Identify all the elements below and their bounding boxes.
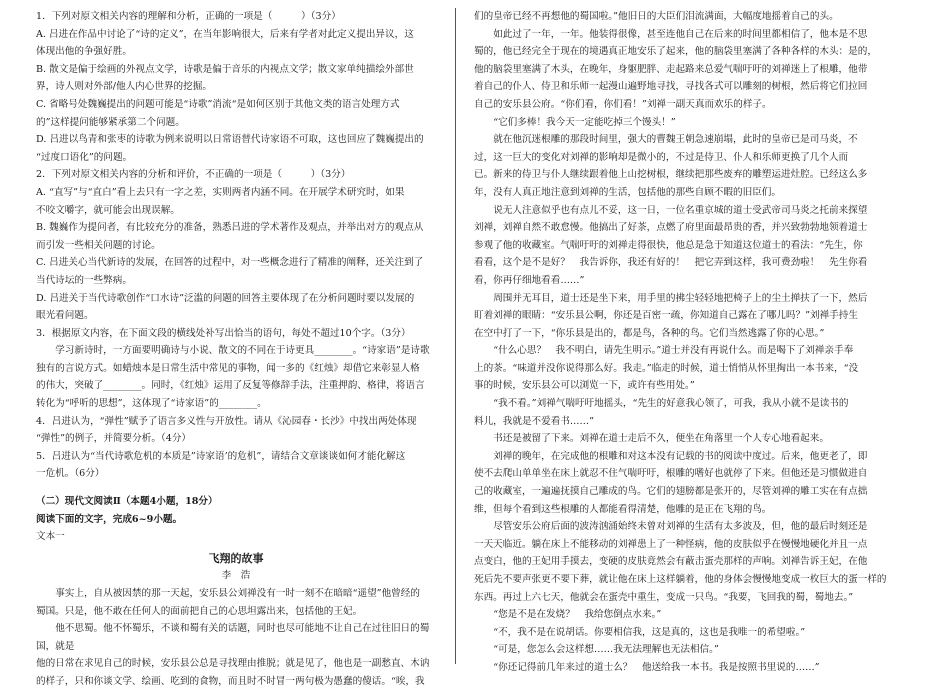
column-divider <box>455 8 456 664</box>
story-line: “不，我不是在说胡话。你要相信我，这是真的，这也是我唯一的希望啦。” <box>493 626 806 638</box>
q1-option-d: D. 吕进以鸟青和张枣的诗歌为例来说明以日常语替代诗家语不可取，这也回应了魏巍提出的 <box>36 134 424 146</box>
q2-option-d-cont: 眼光看问题。 <box>36 310 94 322</box>
story-line: 刘禅，刘禅自然不敢怠慢。他搞出了好茶，点燃了府里面最昂贵的香，并兴致勃勃地领着道士 <box>474 222 868 234</box>
story-line: 一天天临近。躺在床上不能移动的刘禅患上了一种怪病，他的皮肤似乎在慢慢地硬化并且一点 <box>474 538 868 550</box>
q3-text: 的伟大，突破了 <box>36 380 104 392</box>
q3-text: 。同时，《红烛》运用了反复等修辞手法，注重押韵、格律，将语言 <box>141 380 425 392</box>
story-line: 着自己的仆人、侍卫和乐师一起漫山遍野地寻找，寻找各式可以雕刻的树根，然后将它们拉回 <box>474 81 868 93</box>
story-line: 料儿，我就是不爱看书……” <box>474 415 595 427</box>
story-line: 已。新来的侍卫与仆人继续跟着他上山挖树根，继续把那些废弃的雕塑运进灶腔。已经这么多 <box>474 169 868 181</box>
story-line: “您是不是在发烧？ 我给您倒点水来。” <box>493 609 662 621</box>
story-line: 参观了他的收藏室。气喘吁吁的刘禅走得很快，他总是急于知道这位道士的看法：“先生，你 <box>474 239 863 251</box>
q3-text: 转化为“呼听的思想”，这体现了“诗家语”的 <box>36 398 219 410</box>
q3-stem: 3．根据原文内容，在下面文段的横线处补写出恰当的语句，每处不超过10个字。（3分） <box>36 327 411 339</box>
body-line: 他不思蜀。他不怀蜀乐，不谈和蜀有关的话题，同时也尽可能地不让自己在过往旧日的蜀国，就是 <box>36 623 430 652</box>
right-column <box>474 8 912 677</box>
story-line: 蜀的，他已经完全于现在的境遇真正地安乐了起来，他的脑袋里塞满了各种各样的木头：是的， <box>474 46 877 58</box>
story-line: “你还记得前几年来过的道士么？ 他送给我一本书。我是按照书里说的……” <box>493 661 820 673</box>
q3-text: 学习新诗时，一方面要明确诗与小说、散文的不同在于诗更具 <box>55 345 315 357</box>
q1-option-b-cont: 界，诗人则对外部/他人内心世界的挖掘。 <box>36 81 212 93</box>
story-line: 自己的安乐县公府。“你们看，你们看！”刘禅一副天真而欢乐的样子。 <box>474 98 772 110</box>
story-line: 周围并无耳目，道士还是坐下来，用手里的拂尘轻轻地把椅子上的尘土掸扶了一下，然后 <box>493 292 868 304</box>
story-line: 使不去爬山单单坐在床上就忍不住气喘吁吁，根雕的嗜好也就停了下来。但他还是习惯做进自 <box>474 468 868 480</box>
story-line: 就在他沉迷根雕的那段时间里，强大的曹魏王朝急速崩塌，此时的皇帝已是司马炎，不 <box>493 134 858 146</box>
q3-blank-3[interactable]: ________ <box>218 398 258 410</box>
story-line: 年，没有人真正地注意到刘禅的生活，包括他的那些自顾不暇的旧臣们。 <box>474 186 781 198</box>
story-line: 过，这一巨大的变化对刘禅的影响却是微小的，不过是侍卫、仆人和乐师更换了几个人而 <box>474 151 849 163</box>
text-label: 文本一 <box>36 531 65 543</box>
q2-option-c: C. 吕进关心当代新诗的发展，在回答的过程中，对一些概念进行了精准的阐释，还关注到了 <box>36 257 424 269</box>
story-line: 点变白，他的王妃用手摸去，变硬的皮肤竟然会有蔽击蛋壳那样的声响。刘禅告诉王妃，在他 <box>474 556 868 568</box>
q5-stem: 5．吕进认为“当代诗歌危机的本质是”诗家语’的危机”，请结合文章谈谈如何才能化解这 <box>36 450 406 462</box>
q1-option-c-cont: 的”这样提问能够紧承第二个问题。 <box>36 116 185 128</box>
q3-para-1 <box>36 342 436 360</box>
q2-option-b-cont: 而引发一些相关问题的讨论。 <box>36 239 161 251</box>
story-line: “什么心思？ 我不明白，请先生明示。”道士并没有再说什么。而是喝下了刘禅亲手奉 <box>493 345 854 357</box>
story-body <box>36 585 436 691</box>
q3-para-4 <box>36 395 436 413</box>
q5-stem-cont: 一危机。（6分） <box>36 468 105 480</box>
q2-option-b: B. 魏巍作为提问者，有比较充分的准备，熟悉吕进的学术著作及观点，并举出对方的观点从 <box>36 222 424 234</box>
story-line: 们的皇帝已经不再想他的蜀国啦。”他旧日的大臣们泪流满面，大幅度地摇着自己的头。 <box>474 11 839 22</box>
body-line: 的样子，只和你谈文学、绘画、吃到的食物，而且时不时冒一两句极为愚蠢的傻话。“唉，我 <box>36 675 425 687</box>
q3-para-3 <box>36 377 436 395</box>
q3-blank-1[interactable]: ________ <box>314 345 353 357</box>
story-line: 看看，这个是不是好？ 我告诉你，我还有好的！ 把它弄到这样，我可费劲啦！ 先生你看 <box>474 257 868 269</box>
q2-option-d: D. 吕进关于当代诗歌创作“口水诗”泛滥的问题的回答主要体现了在分析问题时要以发展的 <box>36 292 415 304</box>
q3-text: 。 <box>257 398 267 410</box>
story-author: 李 浩 <box>221 570 251 582</box>
q2-stem: 2．下列对原文相关内容的分析和评价，不正确的一项是（ ）（3分） <box>36 169 351 181</box>
story-line: 说无人注意似乎也有点儿不妥，这一日，一位名重京城的道士受武帝司马炎之托前来探望 <box>493 204 868 216</box>
question-2 <box>36 166 436 324</box>
body-line: 他的日常在求见自己的时候，安乐县公总是寻找理由推脱；就是见了，他也是一副愁直、木讷 <box>36 658 430 670</box>
story-line: 看，你再仔细地看看……” <box>474 274 585 286</box>
story-line: 上的茶。“味道并没你说得那么好。我走。”临走的时候，道士悄悄从怀里掏出一本书来，“没 <box>474 362 859 374</box>
q4-stem-cont: “弹性”的例子，并简要分析。（4分） <box>36 433 192 445</box>
q1-stem: 1．下列对原文相关内容的理解和分析，正确的一项是（ ）（3分） <box>36 11 341 22</box>
q4-stem: 4．吕进认为，“弹性”赋予了语言多义性与开放性。请从《沁园春・长沙》中找出两处体现 <box>36 415 417 427</box>
story-line: 在空中打了一下，“你乐县是出的，都是鸟，各种的鸟。它们当然逃露了你的心思。” <box>474 327 825 339</box>
story-line: 维，但每个看到这些根雕的人都能看得清楚，他雕的是正在飞翔的鸟。 <box>474 503 772 515</box>
body-line: 事实上，自从被因禁的那一天起，安乐县公刘禅没有一时一刻不在暗暗“遥望”他曾经的 <box>55 588 420 599</box>
spacer <box>36 483 436 493</box>
story-line: 事的时候，安乐县公可以浏览一下，或许有些用处。” <box>474 380 695 392</box>
story-line: 如此过了一年，一年。他装得很像，甚至连他自己在后来的时间里都相信了，他本是不思 <box>493 28 868 40</box>
story-line: 尽管安乐公府后面的波涛汹涌始终未曾对刘禅的生活有太多波及，但，他的最后时刻还是 <box>493 521 868 533</box>
story-line: 己的收藏室，一遍遍抚摸自己雕成的鸟。它们的翅膀都是张开的，尽管刘禅的雕工实在有点拙 <box>474 486 868 498</box>
q2-option-a-cont: 不咬文嚼字，就可能会出现误解。 <box>36 204 180 216</box>
left-column <box>36 8 436 691</box>
story-line: “我不看。”刘禅气喘吁吁地摇头，“先生的好意我心领了，可我，我从小就不是读书的 <box>493 398 849 410</box>
q1-option-a: A. 吕进在作品中讨论了“诗的定义”，在当年影响很大，后来有学者对此定义提出异议，这 <box>36 28 414 40</box>
story-line: “它们多棒！我今天一定能吃掉三个馒头！” <box>493 116 676 128</box>
story-line: “可是，您怎么会这样想……我无法理解也无法相信。” <box>493 644 719 656</box>
question-5 <box>36 448 436 483</box>
q1-option-c: C. 省略号处魏巍提出的问题可能是“诗歌”消流“是如何区别于其他文类的语言处理方式 <box>36 98 400 110</box>
q3-blank-2[interactable]: ________ <box>103 380 142 392</box>
section-header: （二）现代文阅读Ⅱ（本题4小题，18分） <box>36 496 218 508</box>
q2-option-c-cont: 当代诗坛的一些弊病。 <box>36 274 132 286</box>
story-line: 盯着刘禅的眼睛：“安乐县公啊，你还是百密一疏，你知道自己露在了哪儿吗？”刘禅手持生 <box>474 310 858 322</box>
q2-option-a: A. “直写”与“直白”看上去只有一字之差，实则两者内涵不同。在开展学术研究时，如果 <box>36 186 405 198</box>
story-line: 刘禅的晚年，在完成他的根雕和对这本没有记载的书的阅读中度过。后来，他更老了，即 <box>493 450 868 462</box>
q1-option-b: B. 散文是偏于绘画的外视点文学，诗歌是偏于音乐的内视点文学；散文家单纯描绘外部世 <box>36 63 414 75</box>
q1-option-d-cont: “过度口语化”的问题。 <box>36 151 133 163</box>
story-line: 书还是被留了下来。刘禅在道士走后不久，便坐在角落里一个人专心地看起来。 <box>493 433 829 445</box>
story-line: 东西。再过上六七天，他就会在蛋壳中重生，变成一只鸟。“我要，飞回我的蜀，蜀地去。” <box>474 591 854 603</box>
story-line: 他的脑袋里塞满了木头，在晚年，身躯肥胖、走起路来总爱气喘吁吁的刘禅迷上了根雕，他带 <box>474 63 868 75</box>
story-line: 死后先不要声张更不要下葬，就让他在床上这样躺着，他的身体会慢慢地变成一枚巨大的蛋一样的 <box>474 574 887 585</box>
story-title: 飞翔的故事 <box>208 551 264 565</box>
body-line: 蜀国。只是，他不敢在任何人的面前把自己的心思坦露出来，包括他的王妃。 <box>36 605 363 617</box>
question-1 <box>36 8 436 166</box>
question-3 <box>36 325 436 413</box>
section-instructions: 阅读下面的文字，完成6~9小题。 <box>36 513 183 525</box>
q1-option-a-cont: 体现出他的争强好胜。 <box>36 46 132 58</box>
question-4 <box>36 413 436 448</box>
q3-text: 。“诗家语”是诗歌 <box>352 345 430 357</box>
q3-para-2: 独有的言说方式。如蜡烛本是日常生活中常见的事物，闻一多的《红烛》却借它来彰显人格 <box>36 362 420 374</box>
